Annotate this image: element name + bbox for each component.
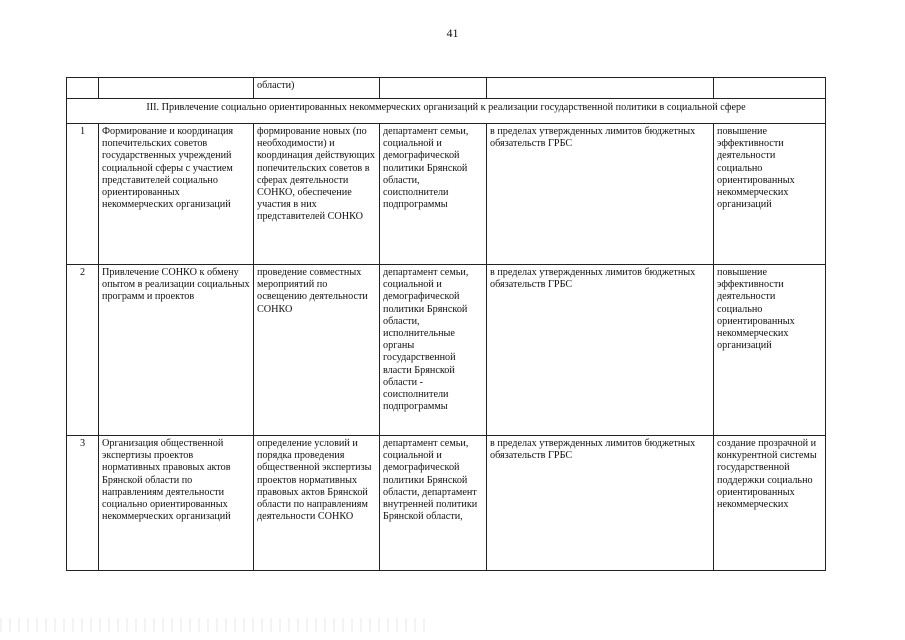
table-row	[67, 265, 826, 436]
cell-empty	[714, 78, 826, 99]
section-header-row	[67, 99, 826, 124]
row-number: 1	[67, 124, 99, 265]
expected-result: повышение эффективности деятельности социально ориентированных некоммерческих организаций	[714, 124, 826, 265]
row-number: 3	[67, 436, 99, 571]
page-number: 41	[446, 26, 459, 40]
table-row	[67, 124, 826, 265]
funding-source: в пределах утвержденных лимитов бюджетных обязательств ГРБС	[487, 436, 714, 571]
measure-name: Привлечение СОНКО к обмену опытом в реализации социальных программ и проектов	[99, 265, 254, 436]
cell-empty	[99, 78, 254, 99]
measure-name: Организация общественной экспертизы проектов нормативных правовых актов Брянской области по направлениям деятельности социально ориентированных некоммерческих организаций	[99, 436, 254, 571]
continuation-row	[67, 78, 826, 99]
cell-empty	[380, 78, 487, 99]
funding-source: в пределах утвержденных лимитов бюджетных обязательств ГРБС	[487, 124, 714, 265]
funding-source: в пределах утвержденных лимитов бюджетных обязательств ГРБС	[487, 265, 714, 436]
cell-empty	[67, 78, 99, 99]
executor: департамент семьи, социальной и демографической политики Брянской области, департамент внутренней политики Брянской области,	[380, 436, 487, 571]
expected-result: повышение эффективности деятельности социально ориентированных некоммерческих организаций	[714, 265, 826, 436]
cell-empty	[487, 78, 714, 99]
measure-content: формирование новых (по необходимости) и координация действующих попечительских советов в сферах деятельности СОНКО, обеспечение участия в них представителей СОНКО	[254, 124, 380, 265]
section-title: III. Привлечение социально ориентированных некоммерческих организаций к реализации государственной политики в социальной сфере	[67, 99, 826, 124]
measure-name: Формирование и координация попечительских советов государственных учреждений социальной сферы с участием представителей социально ориентированных некоммерческих организаций	[99, 124, 254, 265]
scan-artifact	[0, 618, 430, 632]
program-measures-table	[66, 77, 826, 571]
measure-content: проведение совместных мероприятий по освещению деятельности СОНКО	[254, 265, 380, 436]
expected-result: создание прозрачной и конкурентной системы государственной поддержки социально ориентированных некоммерческих	[714, 436, 826, 571]
executor: департамент семьи, социальной и демографической политики Брянской области, соисполнители подпрограммы	[380, 124, 487, 265]
continuation-text: области)	[254, 78, 380, 99]
executor: департамент семьи, социальной и демографической политики Брянской области, исполнительные органы государственной власти Брянской области - соисполнители подпрограммы	[380, 265, 487, 436]
table-row	[67, 436, 826, 571]
row-number: 2	[67, 265, 99, 436]
measure-content: определение условий и порядка проведения общественной экспертизы проектов нормативных правовых актов Брянской области по направлениям деятельности СОНКО	[254, 436, 380, 571]
